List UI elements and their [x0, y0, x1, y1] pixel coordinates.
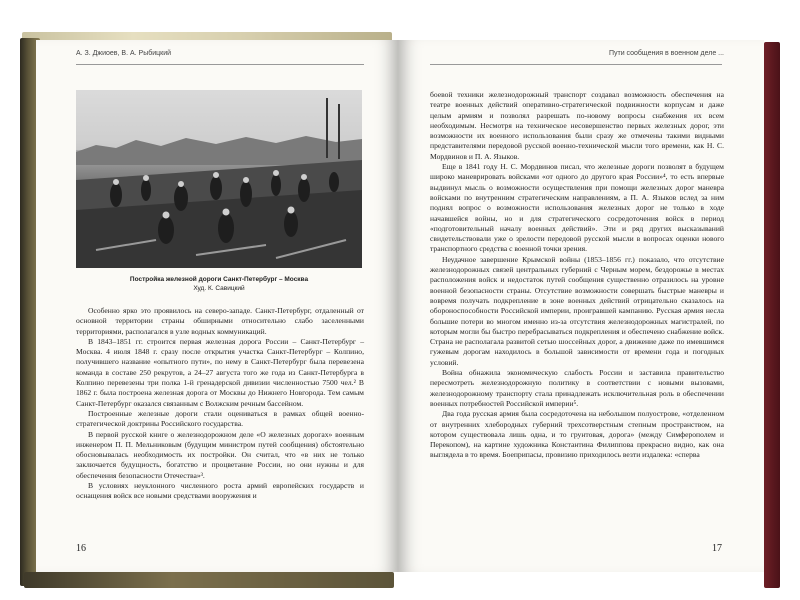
- figure-credit: Худ. К. Савицкий: [193, 285, 245, 292]
- paragraph: Построенные железные дороги стали оцениваться в рамках общей военно-стратегической доктрины Российского государства.: [76, 408, 364, 429]
- right-body-text: [430, 90, 724, 461]
- paragraph: Война обнажила экономическую слабость России и заставила правительство пересмотреть железнодорожную политику в соответствии с новыми вызовами, железнодорожному транспорту стала принадлежать исключительная роль в обеспечении военных потребностей Российской империи⁵.: [430, 368, 724, 408]
- paragraph: Два года русская армия была сосредоточена на небольшом полуострове, «отделенном от внутренних хлебородных губерний трехсотверстным степным пространством, на котором существовала лишь одна, и то грунтовая, дорога» (между Симферополем и Перекопом), на картине художника Константина Филиппова прекрасно видно, как она выглядела в то время. Боеприпасы, провизию приходилось везти издалека: «сперва: [430, 409, 724, 460]
- paragraph: В условиях неуклонного численного роста армий европейских государств и оснащения войск все новыми средствами вооружения и: [76, 481, 364, 501]
- left-head-rule: [76, 64, 364, 65]
- right-running-head: Пути сообщения в военном деле ...: [608, 50, 724, 57]
- left-page-number: 16: [76, 543, 86, 554]
- figure-title: Постройка железной дороги Санкт-Петербург – Москва: [129, 276, 309, 283]
- cover-bottom-edge: [24, 572, 394, 588]
- left-page: [36, 40, 398, 572]
- left-running-head: А. З. Джиоев, В. А. Рыбицкий: [76, 50, 172, 57]
- paragraph: В первой русской книге о железнодорожном деле «О железных дорогах» военным инженером П. П. Мельниковым (будущим министром путей сообщения) обстоятельно обосновывалась необходимость их постройки. Он считал, что «в них не только заключается будущность, богатство и процветание России, но они нужны и для обеспечения безопасности Отечества»³.: [76, 429, 364, 480]
- right-page-number: 17: [712, 543, 722, 554]
- paragraph: В 1843–1851 гг. строится первая железная дорога России – Санкт-Петербург – Москва. 4 июля 1848 г. сразу после открытия участка Санкт-Петербург – Колпино, получившего название «опытного пути», по нему в Санкт-Петербург была перевезена команда в составе 250 рекрутов, а 24–27 августа того же года из Санкт-Петербурга в Колпино перевезены три полка 1-й гренадерской дивизии численностью 7500 чел.² В 1862 г. была построена железная дорога от Москвы до Нижнего Новгорода. Тем самым Санкт-Петербург оказался связанным с Волжским речным бассейном.: [76, 336, 364, 408]
- cover-right-edge: [764, 42, 780, 588]
- paragraph: Еще в 1841 году Н. С. Мордвинов писал, что железные дороги позволят в будущем широко маневрировать войсками «от одного до другого края России»⁴, то есть впервые выдвинул мысль о возможности осуществления при помощи железных дорог маневра войсками по внутренним стратегическим направлениям, а П. А. Языков вслед за ним поднял вопрос о возможности использования железных дорог не только в ходе начавшейся войны, но и для стратегического сосредоточения войск в период «подготовительный началу военных действий». Эти и ряд других высказываний свидетельствовали уже о зрелости передовой русской мысли в вопросах оценки нового транспортного средства с военной точки зрения.: [430, 162, 724, 254]
- right-page: [398, 40, 764, 572]
- right-head-rule: [430, 64, 722, 65]
- paragraph: Особенно ярко это проявилось на северо-западе. Санкт-Петербург, отдаленный от основной территории страны обширными относительно слабо заселенными территориями, располагался в узле водных коммуникаций.: [76, 306, 364, 336]
- illustration-graphic: [76, 90, 362, 268]
- paragraph: боевой техники железнодорожный транспорт создавал возможность обеспечения на театре военных действий оперативно-стратегической подвижности корпусам и даже целым армиям и позволял разрешать по-новому вопросы снабжения их всем необходимым. Несмотря на техническое несовершенство первых железных дорог, эти возможности их военного использования были сразу же отмечены такими видными представителями передовой русской военно-технической мысли того времени, как Н. С. Мордвинов и П. А. Языков.: [430, 90, 724, 161]
- left-body-text: [76, 306, 364, 502]
- paragraph: Неудачное завершение Крымской войны (1853–1856 гг.) показало, что отсутствие железнодорожных связей центральных губерний с Черным морем, бездорожье в местах расположения войск и недостаток путей сообщения существенно отразилось на уровне военной безопасности страны. Отсутствие возможности совершать быстрые маневры и вовремя получать подкрепление в зоне военных действий отрицательно сказалось на обороноспособности Российской империи, проигравшей кампанию. Русская армия несла большие потери во многом именно из-за отсутствия железнодорожных магистралей, по которым могли бы быстро перебрасываться подкрепления и обеспечено снабжение войск. Страна не располагала развитой сетью шоссейных дорог, а движение даже по имевшимся гужевым дорогам находилось в большой зависимости от времени года и погодных условий.: [430, 254, 724, 367]
- railway-construction-illustration: [76, 90, 362, 268]
- figure-caption: [76, 276, 362, 292]
